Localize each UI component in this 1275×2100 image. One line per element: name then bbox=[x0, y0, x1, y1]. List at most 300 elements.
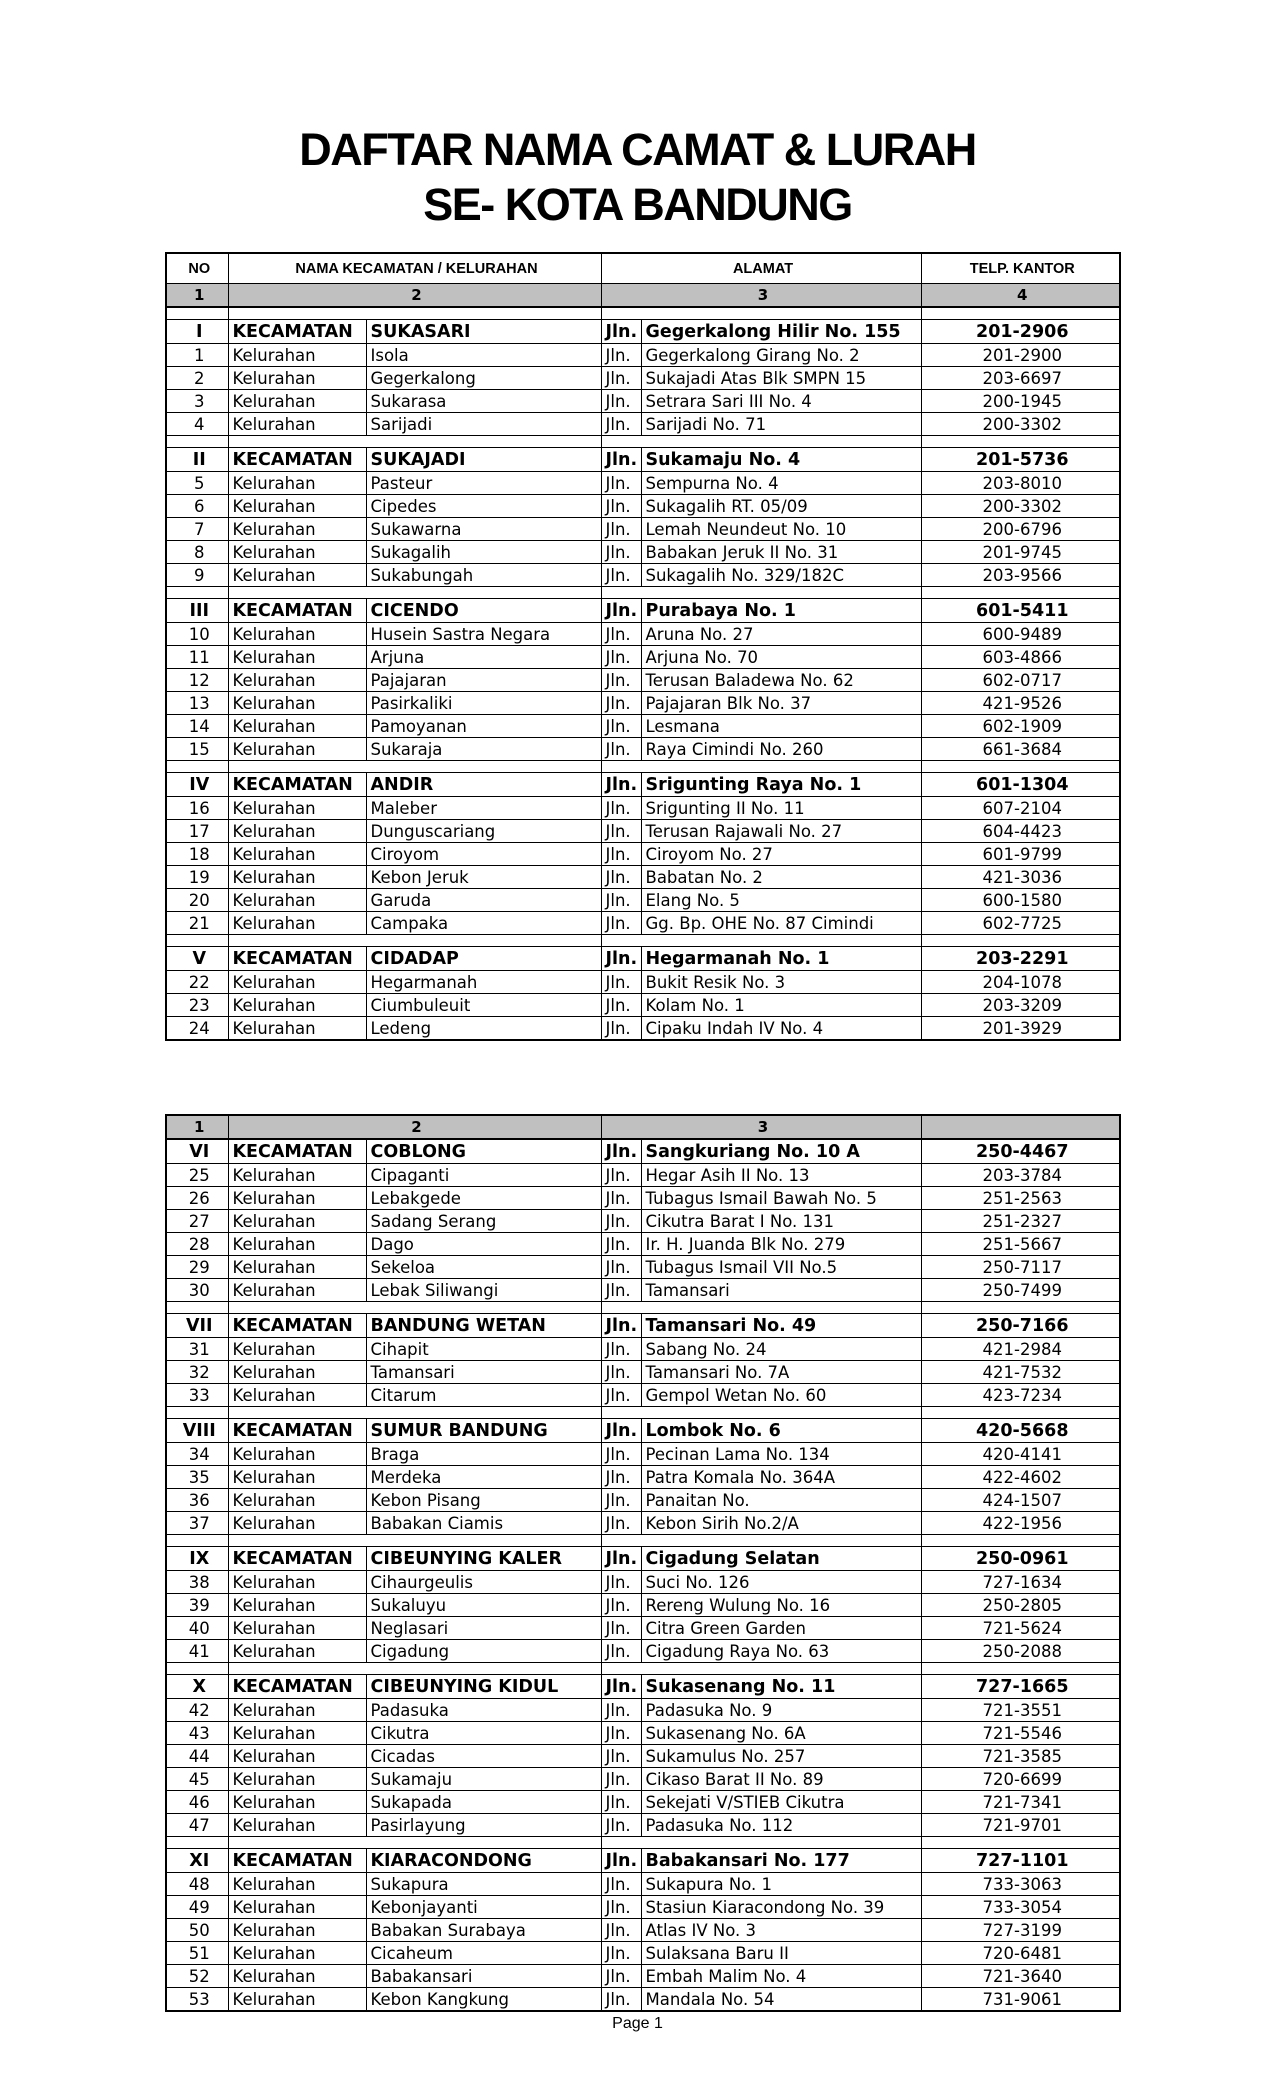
spacer-cell bbox=[921, 761, 1120, 773]
row-address: Cipaku Indah IV No. 4 bbox=[641, 1017, 921, 1041]
row-number: 34 bbox=[166, 1443, 228, 1466]
row-number: 16 bbox=[166, 797, 228, 820]
row-type-label: Kelurahan bbox=[228, 1256, 366, 1279]
row-type-label: Kelurahan bbox=[228, 472, 366, 495]
row-number: 43 bbox=[166, 1722, 228, 1745]
row-type-label: Kelurahan bbox=[228, 669, 366, 692]
row-phone: 203-3784 bbox=[921, 1164, 1120, 1187]
row-number: 32 bbox=[166, 1361, 228, 1384]
row-type-label: Kelurahan bbox=[228, 866, 366, 889]
row-type-label: Kelurahan bbox=[228, 1791, 366, 1814]
street-prefix: Jln. bbox=[601, 971, 641, 994]
spacer-row bbox=[166, 587, 1120, 599]
row-phone: 420-5668 bbox=[921, 1419, 1120, 1443]
kelurahan-row bbox=[166, 1965, 1120, 1988]
spacer-cell bbox=[166, 436, 228, 448]
header-no: NO bbox=[166, 253, 228, 284]
row-name: Kebon Kangkung bbox=[366, 1988, 601, 2012]
spacer-cell bbox=[228, 587, 601, 599]
street-prefix: Jln. bbox=[601, 1640, 641, 1663]
street-prefix: Jln. bbox=[601, 1164, 641, 1187]
spacer-row bbox=[166, 935, 1120, 947]
table-header-row bbox=[166, 253, 1120, 284]
row-phone: 604-4423 bbox=[921, 820, 1120, 843]
row-name: Kebon Pisang bbox=[366, 1489, 601, 1512]
row-type-label: Kelurahan bbox=[228, 1338, 366, 1361]
row-name: Pasteur bbox=[366, 472, 601, 495]
row-name: Pasirlayung bbox=[366, 1814, 601, 1837]
street-prefix: Jln. bbox=[601, 947, 641, 971]
spacer-row bbox=[166, 1837, 1120, 1849]
row-type-label: Kelurahan bbox=[228, 912, 366, 935]
row-number: 40 bbox=[166, 1617, 228, 1640]
row-phone: 421-9526 bbox=[921, 692, 1120, 715]
spacer-cell bbox=[601, 761, 921, 773]
row-number: 23 bbox=[166, 994, 228, 1017]
row-name: Babakan Surabaya bbox=[366, 1919, 601, 1942]
street-prefix: Jln. bbox=[601, 994, 641, 1017]
street-prefix: Jln. bbox=[601, 1896, 641, 1919]
row-phone: 720-6699 bbox=[921, 1768, 1120, 1791]
row-name: Gegerkalong bbox=[366, 367, 601, 390]
kelurahan-row bbox=[166, 1017, 1120, 1041]
kecamatan-row bbox=[166, 773, 1120, 797]
row-name: Ledeng bbox=[366, 1017, 601, 1041]
kelurahan-row bbox=[166, 623, 1120, 646]
street-prefix: Jln. bbox=[601, 1594, 641, 1617]
column-number-row bbox=[166, 1115, 1120, 1139]
row-name: Husein Sastra Negara bbox=[366, 623, 601, 646]
spacer-row bbox=[166, 761, 1120, 773]
spacer-cell bbox=[166, 307, 228, 320]
spacer-row bbox=[166, 1302, 1120, 1314]
kecamatan-row bbox=[166, 448, 1120, 472]
street-prefix: Jln. bbox=[601, 1942, 641, 1965]
row-type-label: Kelurahan bbox=[228, 1617, 366, 1640]
row-address: Babakansari No. 177 bbox=[641, 1849, 921, 1873]
row-number: 29 bbox=[166, 1256, 228, 1279]
row-address: Gegerkalong Hilir No. 155 bbox=[641, 320, 921, 344]
street-prefix: Jln. bbox=[601, 1338, 641, 1361]
row-number: 10 bbox=[166, 623, 228, 646]
kecamatan-row bbox=[166, 599, 1120, 623]
street-prefix: Jln. bbox=[601, 692, 641, 715]
row-address: Sukajadi Atas Blk SMPN 15 bbox=[641, 367, 921, 390]
street-prefix: Jln. bbox=[601, 1443, 641, 1466]
row-number: IV bbox=[166, 773, 228, 797]
row-type-label: Kelurahan bbox=[228, 1279, 366, 1302]
row-address: Citra Green Garden bbox=[641, 1617, 921, 1640]
row-phone: 201-5736 bbox=[921, 448, 1120, 472]
spacer-cell bbox=[228, 935, 601, 947]
street-prefix: Jln. bbox=[601, 367, 641, 390]
row-address: Pecinan Lama No. 134 bbox=[641, 1443, 921, 1466]
spacer-cell bbox=[921, 587, 1120, 599]
row-address: Srigunting II No. 11 bbox=[641, 797, 921, 820]
street-prefix: Jln. bbox=[601, 1279, 641, 1302]
row-phone: 733-3063 bbox=[921, 1873, 1120, 1896]
row-phone: 727-1634 bbox=[921, 1571, 1120, 1594]
kelurahan-row bbox=[166, 866, 1120, 889]
row-address: Sekejati V/STIEB Cikutra bbox=[641, 1791, 921, 1814]
row-number: 19 bbox=[166, 866, 228, 889]
row-address: Panaitan No. bbox=[641, 1489, 921, 1512]
kecamatan-table-2 bbox=[165, 1114, 1121, 2012]
row-phone: 203-8010 bbox=[921, 472, 1120, 495]
spacer-cell bbox=[228, 1302, 601, 1314]
row-number: 14 bbox=[166, 715, 228, 738]
row-phone: 201-3929 bbox=[921, 1017, 1120, 1041]
row-name: Kebon Jeruk bbox=[366, 866, 601, 889]
street-prefix: Jln. bbox=[601, 912, 641, 935]
row-phone: 721-5624 bbox=[921, 1617, 1120, 1640]
row-number: 35 bbox=[166, 1466, 228, 1489]
row-address: Sukapura No. 1 bbox=[641, 1873, 921, 1896]
row-phone: 201-2906 bbox=[921, 320, 1120, 344]
row-number: 9 bbox=[166, 564, 228, 587]
street-prefix: Jln. bbox=[601, 564, 641, 587]
row-type-label: Kelurahan bbox=[228, 1814, 366, 1837]
row-name: Lebak Siliwangi bbox=[366, 1279, 601, 1302]
spacer-cell bbox=[166, 1535, 228, 1547]
row-phone: 721-5546 bbox=[921, 1722, 1120, 1745]
row-name: Cigadung bbox=[366, 1640, 601, 1663]
street-prefix: Jln. bbox=[601, 797, 641, 820]
row-address: Sukagalih RT. 05/09 bbox=[641, 495, 921, 518]
kecamatan-row bbox=[166, 1314, 1120, 1338]
row-type-label: Kelurahan bbox=[228, 1699, 366, 1722]
street-prefix: Jln. bbox=[601, 1849, 641, 1873]
row-address: Sukagalih No. 329/182C bbox=[641, 564, 921, 587]
row-phone: 200-1945 bbox=[921, 390, 1120, 413]
row-number: VIII bbox=[166, 1419, 228, 1443]
kelurahan-row bbox=[166, 843, 1120, 866]
row-number: 36 bbox=[166, 1489, 228, 1512]
spacer-cell bbox=[921, 1837, 1120, 1849]
row-name: Tamansari bbox=[366, 1361, 601, 1384]
street-prefix: Jln. bbox=[601, 889, 641, 912]
row-number: III bbox=[166, 599, 228, 623]
spacer-cell bbox=[921, 436, 1120, 448]
row-phone: 250-2088 bbox=[921, 1640, 1120, 1663]
kelurahan-row bbox=[166, 1210, 1120, 1233]
spacer-cell bbox=[228, 307, 601, 320]
row-name: Cipaganti bbox=[366, 1164, 601, 1187]
row-phone: 727-3199 bbox=[921, 1919, 1120, 1942]
row-address: Bukit Resik No. 3 bbox=[641, 971, 921, 994]
row-number: 47 bbox=[166, 1814, 228, 1837]
row-type-label: Kelurahan bbox=[228, 1896, 366, 1919]
spacer-cell bbox=[166, 587, 228, 599]
kelurahan-row bbox=[166, 1594, 1120, 1617]
street-prefix: Jln. bbox=[601, 738, 641, 761]
row-type-label: KECAMATAN bbox=[228, 1849, 366, 1873]
street-prefix: Jln. bbox=[601, 773, 641, 797]
street-prefix: Jln. bbox=[601, 344, 641, 367]
col-number-3: 3 bbox=[601, 1115, 921, 1139]
row-address: Cigadung Selatan bbox=[641, 1547, 921, 1571]
row-type-label: Kelurahan bbox=[228, 564, 366, 587]
row-name: BANDUNG WETAN bbox=[366, 1314, 601, 1338]
row-number: 11 bbox=[166, 646, 228, 669]
row-name: Neglasari bbox=[366, 1617, 601, 1640]
row-address: Sabang No. 24 bbox=[641, 1338, 921, 1361]
row-number: 27 bbox=[166, 1210, 228, 1233]
row-type-label: Kelurahan bbox=[228, 1233, 366, 1256]
kelurahan-row bbox=[166, 1361, 1120, 1384]
street-prefix: Jln. bbox=[601, 390, 641, 413]
row-phone: 607-2104 bbox=[921, 797, 1120, 820]
page-number: Page 1 bbox=[612, 2015, 663, 2032]
row-name: Sadang Serang bbox=[366, 1210, 601, 1233]
row-type-label: Kelurahan bbox=[228, 1988, 366, 2012]
spacer-cell bbox=[601, 1663, 921, 1675]
street-prefix: Jln. bbox=[601, 1419, 641, 1443]
kelurahan-row bbox=[166, 738, 1120, 761]
row-address: Pajajaran Blk No. 37 bbox=[641, 692, 921, 715]
row-name: CICENDO bbox=[366, 599, 601, 623]
row-number: 4 bbox=[166, 413, 228, 436]
kecamatan-row bbox=[166, 1849, 1120, 1873]
spacer-cell bbox=[921, 935, 1120, 947]
row-type-label: Kelurahan bbox=[228, 1512, 366, 1535]
row-number: XI bbox=[166, 1849, 228, 1873]
spacer-cell bbox=[601, 935, 921, 947]
row-name: Sukagalih bbox=[366, 541, 601, 564]
row-number: V bbox=[166, 947, 228, 971]
street-prefix: Jln. bbox=[601, 448, 641, 472]
row-type-label: Kelurahan bbox=[228, 1873, 366, 1896]
row-phone: 421-3036 bbox=[921, 866, 1120, 889]
row-name: Arjuna bbox=[366, 646, 601, 669]
row-name: Sukapada bbox=[366, 1791, 601, 1814]
row-address: Sukamulus No. 257 bbox=[641, 1745, 921, 1768]
row-type-label: Kelurahan bbox=[228, 692, 366, 715]
kelurahan-row bbox=[166, 1722, 1120, 1745]
row-number: 46 bbox=[166, 1791, 228, 1814]
row-number: 37 bbox=[166, 1512, 228, 1535]
row-name: Cipedes bbox=[366, 495, 601, 518]
kelurahan-row bbox=[166, 413, 1120, 436]
street-prefix: Jln. bbox=[601, 1314, 641, 1338]
row-address: Tamansari No. 49 bbox=[641, 1314, 921, 1338]
row-type-label: Kelurahan bbox=[228, 1443, 366, 1466]
row-name: Dago bbox=[366, 1233, 601, 1256]
street-prefix: Jln. bbox=[601, 413, 641, 436]
row-phone: 661-3684 bbox=[921, 738, 1120, 761]
spacer-row bbox=[166, 436, 1120, 448]
row-name: Ciumbuleuit bbox=[366, 994, 601, 1017]
row-type-label: Kelurahan bbox=[228, 1489, 366, 1512]
row-phone: 727-1665 bbox=[921, 1675, 1120, 1699]
row-address: Terusan Rajawali No. 27 bbox=[641, 820, 921, 843]
row-phone: 250-7117 bbox=[921, 1256, 1120, 1279]
row-address: Elang No. 5 bbox=[641, 889, 921, 912]
kelurahan-row bbox=[166, 1256, 1120, 1279]
kelurahan-row bbox=[166, 541, 1120, 564]
street-prefix: Jln. bbox=[601, 866, 641, 889]
document-title-line2: SE- KOTA BANDUNG bbox=[423, 179, 852, 230]
row-type-label: KECAMATAN bbox=[228, 1139, 366, 1164]
spacer-cell bbox=[166, 935, 228, 947]
row-phone: 603-4866 bbox=[921, 646, 1120, 669]
kelurahan-row bbox=[166, 390, 1120, 413]
row-address: Terusan Baladewa No. 62 bbox=[641, 669, 921, 692]
spacer-cell bbox=[601, 307, 921, 320]
row-name: SUKASARI bbox=[366, 320, 601, 344]
street-prefix: Jln. bbox=[601, 1768, 641, 1791]
spacer-row bbox=[166, 1407, 1120, 1419]
row-phone: 201-2900 bbox=[921, 344, 1120, 367]
row-phone: 423-7234 bbox=[921, 1384, 1120, 1407]
spacer-cell bbox=[601, 436, 921, 448]
street-prefix: Jln. bbox=[601, 541, 641, 564]
row-address: Cikutra Barat I No. 131 bbox=[641, 1210, 921, 1233]
row-number: 53 bbox=[166, 1988, 228, 2012]
kelurahan-row bbox=[166, 1233, 1120, 1256]
street-prefix: Jln. bbox=[601, 1571, 641, 1594]
row-phone: 420-4141 bbox=[921, 1443, 1120, 1466]
row-name: Braga bbox=[366, 1443, 601, 1466]
street-prefix: Jln. bbox=[601, 1489, 641, 1512]
col-number-3: 3 bbox=[601, 284, 921, 308]
street-prefix: Jln. bbox=[601, 1814, 641, 1837]
row-type-label: Kelurahan bbox=[228, 344, 366, 367]
row-number: VII bbox=[166, 1314, 228, 1338]
kelurahan-row bbox=[166, 1896, 1120, 1919]
spacer-cell bbox=[921, 1407, 1120, 1419]
row-type-label: Kelurahan bbox=[228, 367, 366, 390]
kelurahan-row bbox=[166, 994, 1120, 1017]
spacer-cell bbox=[228, 761, 601, 773]
row-type-label: Kelurahan bbox=[228, 1466, 366, 1489]
kelurahan-row bbox=[166, 1279, 1120, 1302]
row-phone: 251-5667 bbox=[921, 1233, 1120, 1256]
row-name: Cicaheum bbox=[366, 1942, 601, 1965]
spacer-cell bbox=[228, 436, 601, 448]
street-prefix: Jln. bbox=[601, 1965, 641, 1988]
row-address: Gempol Wetan No. 60 bbox=[641, 1384, 921, 1407]
kelurahan-row bbox=[166, 1699, 1120, 1722]
row-address: Patra Komala No. 364A bbox=[641, 1466, 921, 1489]
row-address: Embah Malim No. 4 bbox=[641, 1965, 921, 1988]
row-phone: 250-0961 bbox=[921, 1547, 1120, 1571]
row-phone: 720-6481 bbox=[921, 1942, 1120, 1965]
kecamatan-row bbox=[166, 947, 1120, 971]
row-number: 30 bbox=[166, 1279, 228, 1302]
spacer-cell bbox=[921, 1535, 1120, 1547]
row-type-label: Kelurahan bbox=[228, 843, 366, 866]
row-name: Dunguscariang bbox=[366, 820, 601, 843]
kelurahan-row bbox=[166, 367, 1120, 390]
row-phone: 203-9566 bbox=[921, 564, 1120, 587]
row-number: 1 bbox=[166, 344, 228, 367]
row-phone: 721-3585 bbox=[921, 1745, 1120, 1768]
street-prefix: Jln. bbox=[601, 1512, 641, 1535]
row-phone: 424-1507 bbox=[921, 1489, 1120, 1512]
row-type-label: KECAMATAN bbox=[228, 448, 366, 472]
row-name: Merdeka bbox=[366, 1466, 601, 1489]
row-name: Sukaluyu bbox=[366, 1594, 601, 1617]
row-address: Ciroyom No. 27 bbox=[641, 843, 921, 866]
street-prefix: Jln. bbox=[601, 669, 641, 692]
row-name: CIDADAP bbox=[366, 947, 601, 971]
street-prefix: Jln. bbox=[601, 1017, 641, 1041]
row-phone: 600-1580 bbox=[921, 889, 1120, 912]
row-name: Hegarmanah bbox=[366, 971, 601, 994]
street-prefix: Jln. bbox=[601, 843, 641, 866]
row-phone: 721-9701 bbox=[921, 1814, 1120, 1837]
spacer-cell bbox=[601, 1302, 921, 1314]
row-name: Padasuka bbox=[366, 1699, 601, 1722]
row-address: Lombok No. 6 bbox=[641, 1419, 921, 1443]
street-prefix: Jln. bbox=[601, 495, 641, 518]
row-address: Ir. H. Juanda Blk No. 279 bbox=[641, 1233, 921, 1256]
spacer-cell bbox=[228, 1535, 601, 1547]
street-prefix: Jln. bbox=[601, 1361, 641, 1384]
row-number: 22 bbox=[166, 971, 228, 994]
spacer-cell bbox=[601, 587, 921, 599]
row-number: 18 bbox=[166, 843, 228, 866]
kelurahan-row bbox=[166, 1745, 1120, 1768]
row-number: 21 bbox=[166, 912, 228, 935]
kelurahan-row bbox=[166, 1338, 1120, 1361]
row-type-label: Kelurahan bbox=[228, 1164, 366, 1187]
row-phone: 602-1909 bbox=[921, 715, 1120, 738]
row-number: 17 bbox=[166, 820, 228, 843]
street-prefix: Jln. bbox=[601, 1745, 641, 1768]
row-address: Suci No. 126 bbox=[641, 1571, 921, 1594]
spacer-cell bbox=[166, 1302, 228, 1314]
row-phone: 600-9489 bbox=[921, 623, 1120, 646]
row-name: Babakansari bbox=[366, 1965, 601, 1988]
row-address: Raya Cimindi No. 260 bbox=[641, 738, 921, 761]
row-number: 7 bbox=[166, 518, 228, 541]
row-number: IX bbox=[166, 1547, 228, 1571]
row-address: Gg. Bp. OHE No. 87 Cimindi bbox=[641, 912, 921, 935]
row-type-label: Kelurahan bbox=[228, 541, 366, 564]
kelurahan-row bbox=[166, 1919, 1120, 1942]
kelurahan-row bbox=[166, 1873, 1120, 1896]
row-number: 28 bbox=[166, 1233, 228, 1256]
row-phone: 421-2984 bbox=[921, 1338, 1120, 1361]
row-address: Sarijadi No. 71 bbox=[641, 413, 921, 436]
row-name: Sukapura bbox=[366, 1873, 601, 1896]
street-prefix: Jln. bbox=[601, 320, 641, 344]
row-name: ANDIR bbox=[366, 773, 601, 797]
row-type-label: Kelurahan bbox=[228, 413, 366, 436]
street-prefix: Jln. bbox=[601, 715, 641, 738]
row-name: Campaka bbox=[366, 912, 601, 935]
row-type-label: Kelurahan bbox=[228, 994, 366, 1017]
row-name: Pamoyanan bbox=[366, 715, 601, 738]
row-number: 45 bbox=[166, 1768, 228, 1791]
row-number: 44 bbox=[166, 1745, 228, 1768]
spacer-row bbox=[166, 1663, 1120, 1675]
spacer-cell bbox=[166, 1407, 228, 1419]
kelurahan-row bbox=[166, 1489, 1120, 1512]
row-phone: 200-6796 bbox=[921, 518, 1120, 541]
row-address: Sukasenang No. 11 bbox=[641, 1675, 921, 1699]
row-type-label: Kelurahan bbox=[228, 1768, 366, 1791]
row-type-label: Kelurahan bbox=[228, 715, 366, 738]
row-name: COBLONG bbox=[366, 1139, 601, 1164]
row-name: Cikutra bbox=[366, 1722, 601, 1745]
street-prefix: Jln. bbox=[601, 1384, 641, 1407]
document-title-line1: DAFTAR NAMA CAMAT & LURAH bbox=[299, 124, 976, 175]
row-address: Sukamaju No. 4 bbox=[641, 448, 921, 472]
row-number: I bbox=[166, 320, 228, 344]
